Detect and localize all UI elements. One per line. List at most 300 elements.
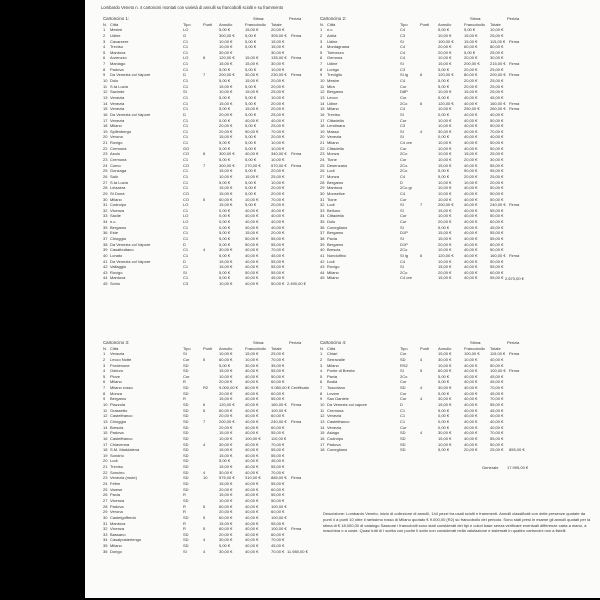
cell-perizia: Firma xyxy=(509,38,520,44)
cell-type: SD xyxy=(183,407,189,413)
cell-city: Desenzano xyxy=(327,162,348,168)
cell-annullo: 15,00 € xyxy=(219,396,233,402)
cell-annullo: 10,00 € xyxy=(438,157,452,163)
cell-perizia: Firma xyxy=(291,151,302,157)
cell-annullo: 20,00 € xyxy=(438,44,452,50)
cell-number: 31 xyxy=(320,196,325,202)
cell-city: Bassano xyxy=(110,531,126,537)
cell-type: C1 xyxy=(183,100,189,106)
cell-type: SI xyxy=(400,61,404,67)
cell-type: C1 xyxy=(183,83,189,89)
cell-number: 39 xyxy=(320,241,325,247)
cell-totale: 60,00 € xyxy=(490,269,504,275)
cell-totale: 60,00 € xyxy=(271,486,285,492)
cell-francobollo: 40,00 € xyxy=(464,140,478,146)
cell-annullo: 10,00 € xyxy=(219,38,233,44)
cell-totale: 20,00 € xyxy=(271,78,285,84)
cell-totale: 10,00 € xyxy=(271,145,285,151)
cell-type: SD xyxy=(183,469,189,475)
cell-francobollo: 40,00 € xyxy=(464,396,478,402)
cell-annullo: 5,00 € xyxy=(438,78,450,84)
cell-francobollo: 40,00 € xyxy=(245,207,259,213)
cell-type: C1 xyxy=(183,275,189,281)
cell-totale: 160,00 € xyxy=(490,100,506,106)
cell-francobollo: 15,00 € xyxy=(464,38,478,44)
cell-number: 9 xyxy=(320,396,323,402)
cell-annullo: 5,00 € xyxy=(219,140,231,146)
cell-number: 27 xyxy=(103,179,108,185)
cell-perizia: Firma xyxy=(291,32,302,38)
cell-totale: 340,00 € xyxy=(271,151,287,157)
cell-totale: 25,00 € xyxy=(490,78,504,84)
cell-totale: 70,00 € xyxy=(271,356,285,362)
cell-annullo: 5,00 € xyxy=(219,94,231,100)
cell-totale: 10,00 € xyxy=(271,94,285,100)
cell-francobollo: 40,00 € xyxy=(464,117,478,123)
cell-annullo: 10,00 € xyxy=(219,497,233,503)
stima-label: Stima: xyxy=(253,16,265,21)
cell-totale: 135,00 € xyxy=(271,55,287,61)
cell-type: Cor xyxy=(183,373,190,379)
column-header: Punti xyxy=(203,21,213,27)
cell-number: 19 xyxy=(103,128,108,134)
cell-francobollo: 40,00 € xyxy=(245,497,259,503)
cell-city: n.c. xyxy=(110,219,117,225)
cell-francobollo: 40,00 € xyxy=(245,224,259,230)
cell-totale: 100,00 € xyxy=(271,503,287,509)
cell-totale: 10,00 € xyxy=(271,66,285,72)
cell-annullo: 0,00 € xyxy=(438,413,450,419)
cell-totale: 20,00 € xyxy=(271,134,285,140)
cell-totale: 50,00 € xyxy=(490,196,504,202)
cell-francobollo: 10,00 € xyxy=(245,196,259,202)
cell-type: SI xyxy=(183,269,187,275)
cell-type: Cor xyxy=(400,94,407,100)
cell-francobollo: 40,00 € xyxy=(245,430,259,436)
cell-points: 4 xyxy=(203,469,206,475)
cell-points: 4 xyxy=(203,537,206,543)
cell-number: 13 xyxy=(103,418,108,424)
cell-totale: 55,00 € xyxy=(271,269,285,275)
cell-number: 37 xyxy=(103,235,108,241)
cell-totale: 55,00 € xyxy=(271,492,285,498)
cell-city: Casalpusterlengo xyxy=(110,537,142,543)
cell-annullo: 15,00 € xyxy=(438,235,452,241)
cell-number: 9 xyxy=(320,72,323,78)
cell-francobollo: 40,00 € xyxy=(245,151,259,157)
cell-annullo: 60,00 € xyxy=(219,407,233,413)
cell-points: 7 xyxy=(420,202,423,208)
cell-city: Mantova xyxy=(110,275,126,281)
cell-number: 5 xyxy=(320,373,323,379)
cell-number: 33 xyxy=(320,207,325,213)
cell-type: SD xyxy=(183,413,189,419)
cell-francobollo: 40,00 € xyxy=(245,402,259,408)
cell-annullo: 10,00 € xyxy=(438,89,452,95)
cell-city: Mantova xyxy=(110,520,126,526)
cell-annullo: 0,00 € xyxy=(438,418,450,424)
cell-city: Venezia xyxy=(110,94,125,100)
cell-type: D1P xyxy=(400,241,408,247)
cell-number: 31 xyxy=(103,202,108,208)
cell-francobollo: 20,00 € xyxy=(464,66,478,72)
cell-totale: 50,00 € xyxy=(490,441,504,447)
cell-number: 20 xyxy=(103,458,108,464)
cell-annullo: 5,00 € xyxy=(438,373,450,379)
cell-city: Codroipo xyxy=(110,202,127,208)
cell-type: C4 xyxy=(400,258,406,264)
cell-city: Treviso xyxy=(110,464,123,470)
cell-francobollo: 40,00 € xyxy=(245,537,259,543)
card-title: Cartoncino 3: xyxy=(103,340,130,345)
cell-totale: 60,00 € xyxy=(271,413,285,419)
cell-points: 4 xyxy=(203,441,206,447)
cell-totale: 55,00 € xyxy=(271,264,285,270)
cell-totale: 30,00 € xyxy=(490,55,504,61)
cell-francobollo: 40,00 € xyxy=(245,117,259,123)
cell-number: 4 xyxy=(320,368,323,374)
cell-francobollo: 40,00 € xyxy=(245,514,259,520)
cell-francobollo: 100,00 € xyxy=(245,435,261,441)
cell-number: 41 xyxy=(103,258,108,264)
cell-totale: 40,00 € xyxy=(271,224,285,230)
cell-totale: 15,00 € xyxy=(271,38,285,44)
cell-totale: 55,00 € xyxy=(271,258,285,264)
cell-number: 16 xyxy=(320,435,325,441)
cell-city: Chioggia xyxy=(110,418,126,424)
cell-city: Da Venezia col vapore xyxy=(327,402,368,408)
cell-number: 5 xyxy=(320,49,323,55)
cell-number: 6 xyxy=(320,55,323,61)
cell-annullo: 5,00 € xyxy=(438,27,450,33)
cell-francobollo: 40,00 € xyxy=(245,543,259,549)
cell-totale: 40,00 € xyxy=(271,219,285,225)
cell-perizia: Firma xyxy=(291,402,302,408)
cell-francobollo: 5,00 € xyxy=(245,111,257,117)
card-title: Cartoncino 1: xyxy=(103,16,130,21)
cell-points: 4 xyxy=(420,385,423,391)
cell-annullo: 10,00 € xyxy=(219,281,233,287)
card-c2 xyxy=(320,16,532,281)
cell-number: 10 xyxy=(103,402,108,408)
cell-number: 1 xyxy=(320,27,323,33)
column-header: Tipo xyxy=(400,21,408,27)
cell-city: Venezia xyxy=(110,351,125,357)
cell-number: 3 xyxy=(103,362,106,368)
cell-francobollo: 20,00 € xyxy=(464,157,478,163)
cell-annullo: 30,00 € xyxy=(438,128,452,134)
cell-annullo: 300,00 € xyxy=(219,162,235,168)
cell-francobollo: 40,00 € xyxy=(464,407,478,413)
cell-totale: 55,00 € xyxy=(271,396,285,402)
cell-number: 19 xyxy=(103,452,108,458)
cell-type: 2Co xyxy=(400,162,408,168)
cell-points: 4 xyxy=(203,247,206,253)
cell-annullo: 20,00 € xyxy=(438,269,452,275)
column-header: Punti xyxy=(420,345,430,351)
cell-type: SD xyxy=(183,531,189,537)
cell-totale: 10,00 € xyxy=(271,140,285,146)
cell-points: 5 xyxy=(203,356,206,362)
cell-city: Conegliano xyxy=(327,447,348,453)
cell-points: 10 xyxy=(203,475,208,481)
cell-totale: 50,00 € xyxy=(490,190,504,196)
cell-annullo: 575,00 € xyxy=(219,475,235,481)
cell-city: Casalbuttano xyxy=(110,247,134,253)
cell-annullo: 10,00 € xyxy=(438,32,452,38)
cell-points: 7 xyxy=(203,72,206,78)
cell-francobollo: 40,00 € xyxy=(464,385,478,391)
cell-totale: 20,00 € xyxy=(271,202,285,208)
perizia-label: Perizia xyxy=(507,340,520,345)
cell-type: SD xyxy=(183,486,189,492)
cell-number: 34 xyxy=(103,537,108,543)
table-row xyxy=(103,281,315,287)
cell-type: CO xyxy=(183,162,189,168)
cell-francobollo: 40,00 € xyxy=(464,441,478,447)
cell-annullo: 10,00 € xyxy=(438,196,452,202)
cell-city: Chiari xyxy=(327,351,338,357)
cell-type: SD xyxy=(400,356,406,362)
cell-number: 20 xyxy=(320,134,325,140)
cell-city: Salò xyxy=(110,173,119,179)
cell-francobollo: 20,00 € xyxy=(464,173,478,179)
cell-perizia: Firma xyxy=(291,55,302,61)
cell-type: G xyxy=(183,32,187,38)
cell-city: Bergamo xyxy=(110,396,127,402)
cell-francobollo: 40,00 € xyxy=(245,379,259,385)
cell-francobollo: 40,00 € xyxy=(245,413,259,419)
cell-annullo: 0,00 € xyxy=(438,111,450,117)
cell-city: Mestre xyxy=(327,78,340,84)
cell-annullo: 60,00 € xyxy=(438,368,452,374)
cell-totale: 55,00 € xyxy=(271,368,285,374)
cell-perizia: Firma xyxy=(509,368,520,374)
cell-francobollo: 40,00 € xyxy=(464,368,478,374)
cell-number: 12 xyxy=(320,89,325,95)
cell-type: SD xyxy=(183,497,189,503)
cell-number: 36 xyxy=(103,230,108,236)
cell-type: SI xyxy=(400,368,404,374)
cell-city: Venezia xyxy=(327,413,342,419)
cell-totale: 20,00 € xyxy=(271,190,285,196)
cell-type: Cor xyxy=(400,351,407,357)
cell-city: Milano xyxy=(110,379,122,385)
cell-points: 6 xyxy=(203,402,206,408)
cell-totale: 20,00 € xyxy=(271,185,285,191)
cell-city: Chioggia xyxy=(110,235,126,241)
cell-francobollo: 20,00 € xyxy=(464,447,478,453)
cell-annullo: 5,00 € xyxy=(438,83,450,89)
cell-city: Lodi xyxy=(327,168,335,174)
cell-number: 45 xyxy=(320,275,325,281)
cell-type: 2Co gr xyxy=(400,185,413,191)
column-header: Tipo xyxy=(400,345,408,351)
cell-perizia: Firma xyxy=(291,526,302,532)
card-c3 xyxy=(103,340,315,554)
cell-annullo: 5,00 € xyxy=(219,66,231,72)
cell-number: 10 xyxy=(320,78,325,84)
cell-francobollo: 5,00 € xyxy=(245,168,257,174)
cell-francobollo: 40,00 € xyxy=(245,526,259,532)
cell-francobollo: 20,00 € xyxy=(464,83,478,89)
cell-type: C1 xyxy=(183,78,189,84)
cell-totale: 55,00 € xyxy=(490,402,504,408)
cell-type: SD xyxy=(183,514,189,520)
cell-annullo: 20,00 € xyxy=(219,531,233,537)
cell-number: 14 xyxy=(320,100,325,106)
cell-totale: 40,00 € xyxy=(490,418,504,424)
cell-annullo: 15,00 € xyxy=(219,168,233,174)
cell-type: SD xyxy=(183,543,189,549)
cell-type: C1 xyxy=(183,252,189,258)
cell-type: SD xyxy=(183,435,189,441)
cell-type: D8P xyxy=(400,89,408,95)
cell-number: 36 xyxy=(320,224,325,230)
cell-francobollo: 30,00 € xyxy=(245,72,259,78)
cell-type: C1 xyxy=(183,247,189,253)
column-header: Totale xyxy=(271,345,282,351)
cell-francobollo: 40,00 € xyxy=(464,202,478,208)
cell-type: D xyxy=(400,402,403,408)
cell-francobollo: 15,00 € xyxy=(464,32,478,38)
cell-city: Soncino xyxy=(110,469,125,475)
stima-label: Stima: xyxy=(253,340,265,345)
cell-city: Rovigo xyxy=(110,269,123,275)
cell-number: 8 xyxy=(103,390,106,396)
cell-annullo: 5,00 € xyxy=(219,275,231,281)
cell-totale: 240,00 € xyxy=(490,202,506,208)
cell-city: S.ta Lucia xyxy=(110,179,128,185)
cell-number: 11 xyxy=(103,407,108,413)
cell-city: Lodi xyxy=(327,202,335,208)
cell-type: C4 xyxy=(400,49,406,55)
cell-totale: 40,00 € xyxy=(490,413,504,419)
cell-type: CO xyxy=(183,151,189,157)
cell-annullo: 15,00 € xyxy=(438,207,452,213)
cell-number: 21 xyxy=(103,140,108,146)
cell-number: 8 xyxy=(320,390,323,396)
cell-number: 28 xyxy=(103,185,108,191)
cell-annullo: 60,00 € xyxy=(219,514,233,520)
cell-francobollo: 80,00 € xyxy=(245,385,259,391)
cell-type: SD xyxy=(183,441,189,447)
cell-type: LO xyxy=(183,213,189,219)
cell-francobollo: 5,00 € xyxy=(245,140,257,146)
column-header: Totale xyxy=(271,21,282,27)
cell-city: Treviglio xyxy=(327,72,342,78)
cell-points: 6 xyxy=(420,100,423,106)
cell-annullo: 10,00 € xyxy=(438,145,452,151)
cell-totale: 40,00 € xyxy=(490,356,504,362)
cell-type: C1 xyxy=(183,224,189,230)
cell-number: 10 xyxy=(103,78,108,84)
perizia-label: Perizia xyxy=(289,340,302,345)
cell-annullo: 15,00 € xyxy=(219,447,233,453)
cell-annullo: 15,00 € xyxy=(438,402,452,408)
cell-number: 33 xyxy=(103,531,108,537)
cell-totale: 20,00 € xyxy=(271,230,285,236)
cell-city: Tione xyxy=(327,196,337,202)
cell-city: Sacinde xyxy=(110,89,125,95)
cell-totale: 70,00 € xyxy=(271,469,285,475)
cell-number: 40 xyxy=(103,252,108,258)
cell-city: Milano xyxy=(110,123,122,129)
cell-totale: 45,00 € xyxy=(490,373,504,379)
cell-city: Rovigo xyxy=(327,264,340,270)
cell-type: C1 xyxy=(400,418,406,424)
cell-francobollo: 40,00 € xyxy=(245,452,259,458)
cell-annullo: 10,00 € xyxy=(219,435,233,441)
cell-annullo: 5,00 € xyxy=(219,241,231,247)
cell-type: C1 xyxy=(183,185,189,191)
cell-number: 29 xyxy=(103,190,108,196)
cell-francobollo: 5,00 € xyxy=(245,202,257,208)
cell-annullo: 10,00 € xyxy=(219,351,233,357)
cell-totale: 240,00 € xyxy=(271,418,287,424)
cell-francobollo: 40,00 € xyxy=(464,241,478,247)
cell-totale: 60,00 € xyxy=(490,241,504,247)
cell-number: 2 xyxy=(103,356,106,362)
cell-francobollo: 310,00 € xyxy=(245,475,261,481)
cell-city: Milano xyxy=(327,275,339,281)
cell-city: Vicenza xyxy=(110,526,125,532)
column-header: Annullo xyxy=(219,345,233,351)
cell-annullo: 15,00 € xyxy=(438,230,452,236)
cell-city: Lodi xyxy=(110,458,118,464)
cell-type: LO xyxy=(183,202,189,208)
stima-label: Stima: xyxy=(470,16,482,21)
cell-city: Cremona xyxy=(110,145,127,151)
cell-annullo: 30,00 € xyxy=(219,548,233,554)
cell-city: Gemona xyxy=(327,55,343,61)
cell-city: Padova xyxy=(110,66,124,72)
cell-perizia: 855,00 € xyxy=(509,447,525,453)
cell-city: Chiavenna xyxy=(110,441,130,447)
cell-francobollo: 50,00 € xyxy=(245,235,259,241)
cell-francobollo: 15,00 € xyxy=(245,78,259,84)
cell-perizia: Firma xyxy=(509,351,520,357)
cell-points: 4 xyxy=(420,430,423,436)
cell-totale: 45,00 € xyxy=(271,252,285,258)
cell-type: SI xyxy=(400,128,404,134)
cell-type: SD xyxy=(183,430,189,436)
cell-points: 5 xyxy=(203,407,206,413)
cell-annullo: 30,00 € xyxy=(438,430,452,436)
cell-city: Lovere xyxy=(327,390,340,396)
cell-type: SD xyxy=(183,447,189,453)
stima-label: Stima: xyxy=(470,340,482,345)
cell-annullo: 15,00 € xyxy=(438,275,452,281)
cell-type: C4 xyxy=(400,27,406,33)
cell-type: R xyxy=(183,520,186,526)
cell-annullo: 15,00 € xyxy=(219,430,233,436)
cell-city: Gonzaga xyxy=(110,168,127,174)
cell-city: n.c. xyxy=(327,27,334,33)
cell-annullo: 15,00 € xyxy=(219,100,233,106)
cell-type: C1 xyxy=(183,94,189,100)
cell-type: Cor xyxy=(400,396,407,402)
cell-city: Castelfranco xyxy=(110,413,133,419)
cell-totale: 215,00 € xyxy=(490,61,506,67)
cell-number: 30 xyxy=(103,196,108,202)
cell-type: 2Co xyxy=(400,373,408,379)
cell-francobollo: 40,00 € xyxy=(464,362,478,368)
cell-city: Cittadella xyxy=(327,213,344,219)
cell-francobollo: 40,00 € xyxy=(464,258,478,264)
cell-number: 25 xyxy=(320,162,325,168)
cell-totale: 55,00 € xyxy=(490,162,504,168)
